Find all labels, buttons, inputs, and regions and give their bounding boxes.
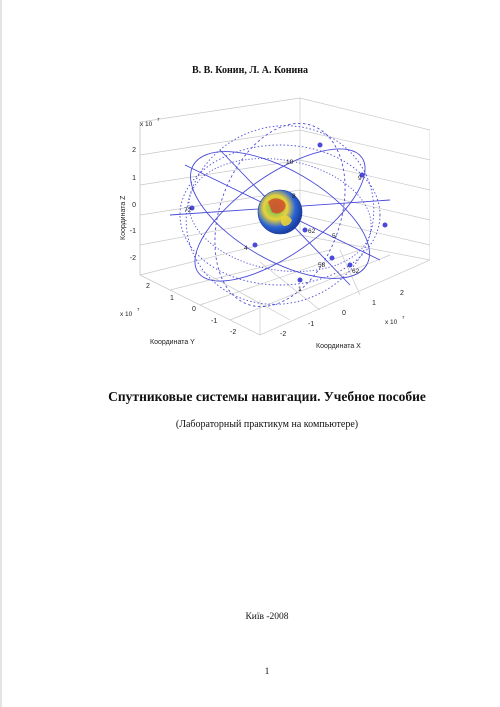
svg-text:-2: -2 [280, 331, 287, 338]
x-multiplier: x 10 [385, 319, 398, 326]
page-number: 1 [264, 667, 270, 677]
svg-text:-2: -2 [129, 255, 136, 262]
page-edge [0, 0, 2, 707]
z-axis-label: Координата Z [120, 195, 127, 240]
orbit-plot [100, 90, 430, 357]
svg-text:0: 0 [192, 306, 196, 313]
svg-text:2: 2 [146, 283, 150, 290]
svg-text:1: 1 [170, 295, 174, 302]
x-axis-label: Координата X [316, 343, 361, 350]
sat-label: 5 [332, 233, 336, 240]
document-title: Спутниковые системы навигации. Учебное пособие [108, 389, 426, 404]
svg-text:0: 0 [342, 310, 346, 317]
svg-text:2: 2 [400, 290, 404, 297]
sat-label: 1 [298, 286, 302, 293]
svg-text:2: 2 [132, 147, 136, 154]
sat-label: 9 [358, 175, 362, 182]
z-exponent: 7 [157, 117, 160, 122]
svg-text:-1: -1 [129, 228, 136, 235]
sat-label: 8 [292, 193, 296, 200]
y-multiplier: x 10 [120, 311, 133, 318]
sat-label: 62 [352, 268, 360, 275]
sat-label: 58 [318, 262, 326, 269]
svg-text:-1: -1 [211, 318, 218, 325]
sat-label: 10 [286, 159, 294, 166]
authors-line: В. В. Конин, Л. А. Конина [191, 65, 309, 76]
y-exponent: 7 [137, 307, 140, 312]
z-multiplier: x 10 [140, 121, 153, 128]
svg-text:1: 1 [372, 300, 376, 307]
x-exponent: 7 [402, 315, 405, 320]
satellite-orbit-figure [100, 90, 430, 357]
y-axis-label: Координата Y [150, 339, 195, 346]
document-subtitle: (Лабораторный практикум на компьютере) [175, 419, 359, 430]
city-year: Київ -2008 [245, 612, 289, 622]
sat-label: 72 [184, 207, 192, 214]
svg-text:1: 1 [132, 175, 136, 182]
sat-label: 4 [244, 245, 248, 252]
svg-text:0: 0 [132, 202, 136, 209]
svg-text:-1: -1 [308, 321, 315, 328]
svg-text:-2: -2 [230, 329, 237, 336]
sat-label: 62 [308, 228, 316, 235]
